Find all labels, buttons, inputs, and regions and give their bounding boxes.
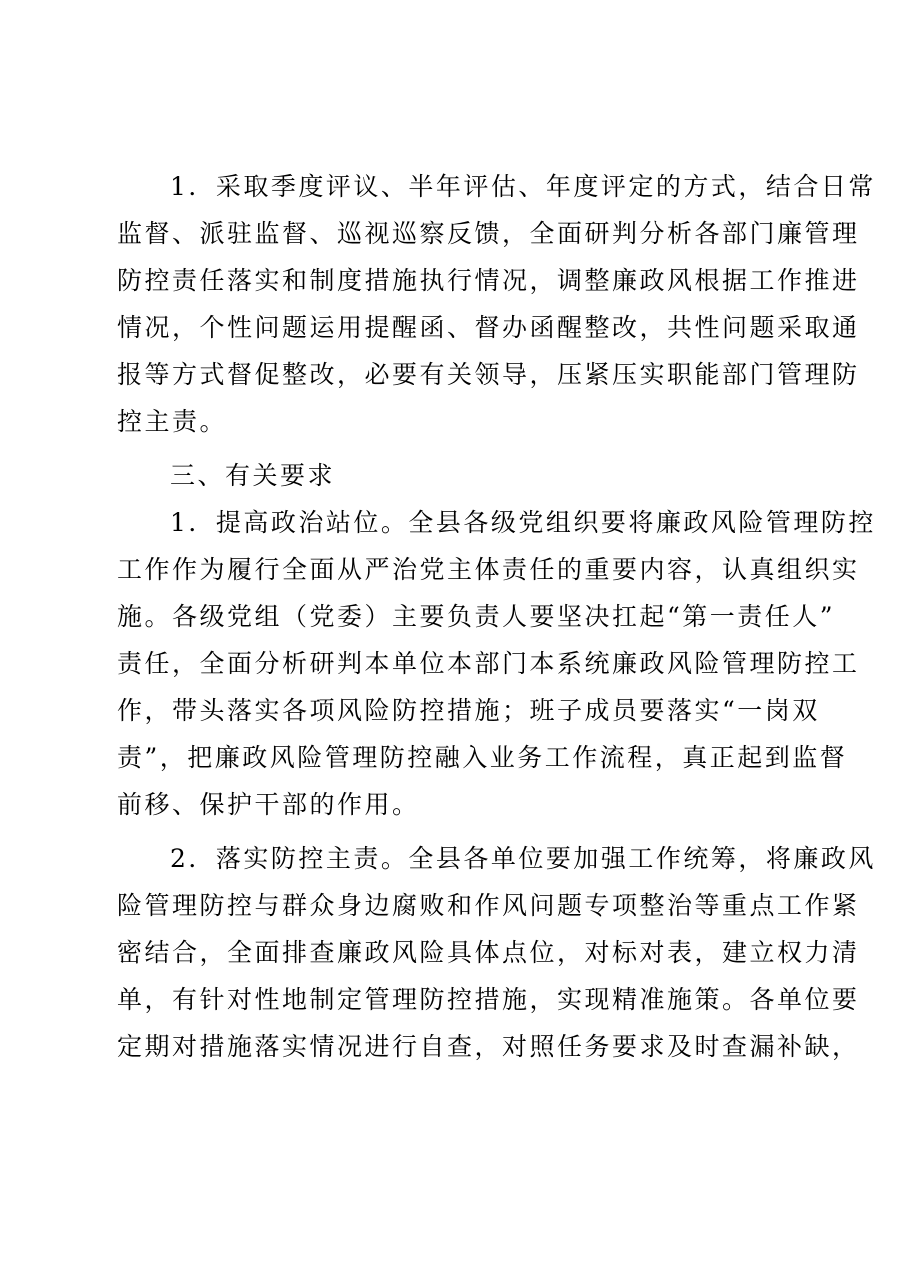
paragraph-line: 报等方式督促整改，必要有关领导，压紧压实职能部门管理防 [117, 360, 860, 389]
paragraph-line: 定期对措施落实情况进行自查，对照任务要求及时查漏补缺， [117, 1032, 860, 1061]
paragraph-line: 作，带头落实各项风险防控措施；班子成员要落实“一岗双 [117, 696, 820, 725]
paragraph-line: 前移、保护干部的作用。 [117, 790, 420, 819]
paragraph-line: 密结合，全面排查廉政风险具体点位，对标对表，建立权力清 [117, 938, 860, 967]
paragraph-line: 工作作为履行全面从严治党主体责任的重要内容，认真组织实 [117, 555, 860, 584]
paragraph-line: 单，有针对性地制定管理防控措施，实现精准施策。各单位要 [117, 985, 860, 1014]
paragraph-line: 监督、派驻监督、巡视巡察反馈，全面研判分析各部门廉管理 [117, 219, 860, 248]
paragraph-line: 责”，把廉政风险管理防控融入业务工作流程，真正起到监督 [117, 743, 848, 772]
paragraph-line: 施。各级党组（党委）主要负责人要坚决扛起“第一责任人” [117, 602, 836, 631]
paragraph-line: 情况，个性问题运用提醒函、督办函醒整改，共性问题采取通 [117, 313, 860, 342]
paragraph-line: 责任，全面分析研判本单位本部门本系统廉政风险管理防控工 [117, 649, 860, 678]
paragraph-line: 1．采取季度评议、半年评估、年度评定的方式，结合日常 [170, 172, 876, 201]
paragraph-line: 险管理防控与群众身边腐败和作风问题专项整治等重点工作紧 [117, 891, 860, 920]
paragraph-line: 防控责任落实和制度措施执行情况，调整廉政风根据工作推进 [117, 266, 860, 295]
section-heading: 三、有关要求 [170, 461, 336, 490]
paragraph-line: 2．落实防控主责。全县各单位要加强工作统筹，将廉政风 [170, 844, 876, 873]
paragraph-line: 1．提高政治站位。全县各级党组织要将廉政风险管理防控 [170, 508, 876, 537]
paragraph-line: 控主责。 [117, 407, 228, 436]
